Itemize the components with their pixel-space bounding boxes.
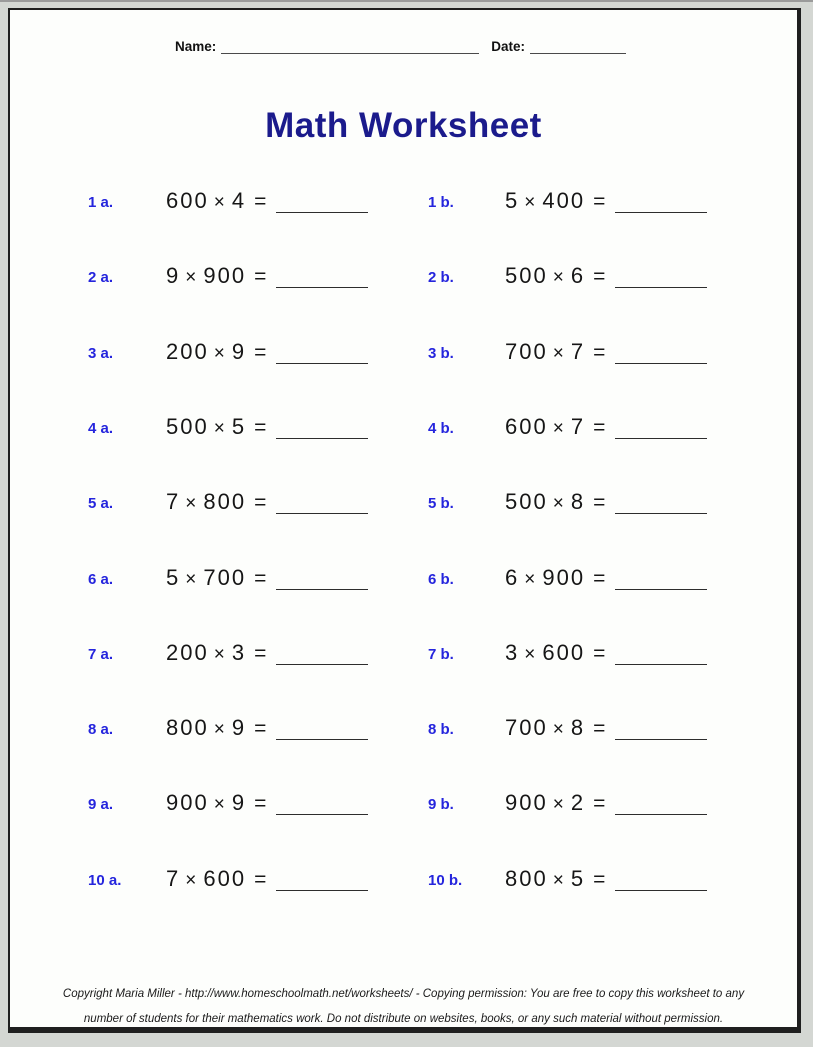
multiplication-sign: × [213, 192, 225, 213]
multiplication-sign: × [185, 869, 197, 891]
problem-label: 8 a. [88, 721, 114, 739]
equals-sign: = [254, 190, 267, 213]
answer-blank-line [276, 513, 368, 514]
problem-label: 4 a. [88, 419, 114, 437]
multiplier: 900 [203, 263, 247, 289]
multiplication-sign: × [185, 267, 197, 289]
problem-label: 6 b. [428, 570, 454, 588]
date-blank-line [530, 38, 626, 54]
multiplicand: 500 [505, 263, 548, 289]
multiplication-sign: × [552, 342, 564, 364]
multiplier: 8 [570, 489, 586, 515]
problem-row [10, 565, 797, 599]
equals-sign: = [254, 340, 267, 364]
multiplier: 7 [570, 338, 586, 364]
date-label: Date: [491, 39, 526, 54]
multiplication-sign: × [213, 342, 225, 364]
multiplier: 400 [542, 188, 586, 213]
problem-expression [166, 715, 368, 741]
problem-expression [505, 866, 707, 892]
problem-row [10, 715, 797, 749]
answer-blank-line [276, 363, 368, 364]
multiplication-sign: × [213, 794, 225, 816]
problem-expression [505, 263, 707, 289]
multiplication-sign: × [185, 568, 197, 590]
answer-blank-line [276, 890, 368, 891]
equals-sign: = [254, 566, 267, 590]
problem-label: 5 a. [88, 495, 114, 513]
multiplicand: 5 [166, 564, 181, 590]
answer-blank-line [615, 814, 707, 815]
multiplicand: 9 [166, 263, 181, 289]
multiplicand: 500 [505, 489, 548, 515]
multiplicand: 500 [166, 413, 209, 439]
multiplication-sign: × [552, 493, 564, 515]
equals-sign: = [254, 415, 267, 439]
equals-sign: = [593, 792, 606, 816]
multiplier: 8 [570, 715, 586, 741]
problem-label: 1 a. [88, 194, 114, 211]
multiplication-sign: × [552, 719, 564, 741]
problem-expression [166, 339, 368, 365]
equals-sign: = [254, 717, 267, 741]
multiplicand: 200 [166, 338, 209, 364]
multiplication-sign: × [552, 267, 564, 289]
multiplicand: 200 [166, 639, 209, 665]
problem-expression [166, 489, 368, 515]
answer-blank-line [615, 363, 707, 364]
multiplicand: 900 [505, 790, 548, 816]
copyright-notice: Copyright Maria Miller - http://www.homeschoolmath.net/worksheets/ - Copying permission: You are free to copy this worksheet to any number of students for their mathematics work. Do not distribute on websites, books, or any such material without permission. [62, 988, 745, 1025]
problem-label: 4 b. [428, 419, 454, 437]
multiplicand: 3 [505, 639, 520, 665]
problem-expression [505, 414, 707, 440]
problem-row [10, 414, 797, 448]
equals-sign: = [593, 340, 606, 364]
multiplication-sign: × [524, 643, 536, 665]
multiplicand: 800 [166, 715, 209, 741]
problem-expression [166, 790, 368, 816]
multiplicand: 700 [505, 715, 548, 741]
problem-label: 2 a. [88, 269, 114, 287]
multiplier: 9 [231, 715, 247, 741]
problem-label: 3 a. [88, 344, 114, 362]
multiplier: 5 [570, 865, 586, 891]
problem-expression [505, 339, 707, 365]
name-blank-line [221, 38, 479, 54]
multiplicand: 900 [166, 790, 209, 816]
multiplication-sign: × [213, 417, 225, 439]
multiplier: 7 [570, 413, 586, 439]
multiplier: 4 [231, 188, 247, 213]
answer-blank-line [276, 664, 368, 665]
problem-label: 9 b. [428, 796, 454, 814]
problem-row [10, 790, 797, 824]
multiplicand: 800 [505, 865, 548, 891]
equals-sign: = [254, 867, 267, 891]
multiplication-sign: × [552, 794, 564, 816]
multiplier: 600 [542, 639, 586, 665]
answer-blank-line [615, 664, 707, 665]
equals-sign: = [593, 265, 606, 289]
answer-blank-line [276, 739, 368, 740]
multiplier: 5 [231, 413, 247, 439]
problem-label: 9 a. [88, 796, 114, 814]
problem-row [10, 188, 797, 222]
answer-blank-line [615, 438, 707, 439]
multiplier: 6 [570, 263, 586, 289]
equals-sign: = [593, 491, 606, 515]
problem-label: 10 b. [428, 871, 463, 889]
multiplier: 9 [231, 790, 247, 816]
problem-expression [166, 263, 368, 289]
answer-blank-line [276, 589, 368, 590]
multiplier: 900 [542, 564, 586, 590]
multiplication-sign: × [185, 493, 197, 515]
answer-blank-line [615, 513, 707, 514]
answer-blank-line [615, 739, 707, 740]
problem-expression [505, 565, 707, 591]
answer-blank-line [615, 212, 707, 213]
multiplication-sign: × [552, 417, 564, 439]
equals-sign: = [254, 792, 267, 816]
multiplication-sign: × [213, 643, 225, 665]
problem-label: 8 b. [428, 721, 454, 739]
multiplication-sign: × [524, 192, 536, 213]
problem-label: 7 b. [428, 645, 454, 663]
name-label: Name: [175, 39, 217, 54]
problem-label: 7 a. [88, 645, 114, 663]
problem-row [10, 339, 797, 373]
worksheet-page [8, 8, 801, 1033]
page-title: Math Worksheet [265, 106, 542, 145]
problem-expression [166, 866, 368, 892]
multiplication-sign: × [213, 719, 225, 741]
problem-expression [505, 640, 707, 666]
problem-expression [166, 640, 368, 666]
problem-expression [505, 715, 707, 741]
problem-row [10, 263, 797, 297]
problem-label: 3 b. [428, 344, 454, 362]
equals-sign: = [593, 867, 606, 891]
multiplier: 600 [203, 865, 247, 891]
multiplicand: 6 [505, 564, 520, 590]
multiplicand: 7 [166, 489, 181, 515]
multiplication-sign: × [552, 869, 564, 891]
multiplicand: 600 [166, 188, 209, 213]
multiplier: 9 [231, 338, 247, 364]
problem-expression [166, 565, 368, 591]
problem-label: 2 b. [428, 269, 454, 287]
answer-blank-line [615, 890, 707, 891]
name-date-header [175, 38, 626, 54]
problem-label: 6 a. [88, 570, 114, 588]
problem-label: 10 a. [88, 871, 122, 889]
multiplicand: 600 [505, 413, 548, 439]
equals-sign: = [593, 566, 606, 590]
problem-expression [505, 489, 707, 515]
multiplier: 2 [570, 790, 586, 816]
problem-expression [166, 414, 368, 440]
answer-blank-line [276, 212, 368, 213]
answer-blank-line [276, 438, 368, 439]
problem-label: 5 b. [428, 495, 454, 513]
answer-blank-line [276, 287, 368, 288]
problem-expression [505, 790, 707, 816]
problem-expression [166, 188, 368, 214]
equals-sign: = [254, 491, 267, 515]
multiplicand: 7 [166, 865, 181, 891]
equals-sign: = [593, 717, 606, 741]
problem-expression [505, 188, 707, 214]
problem-row [10, 640, 797, 674]
multiplier: 3 [231, 639, 247, 665]
answer-blank-line [615, 287, 707, 288]
answer-blank-line [276, 814, 368, 815]
equals-sign: = [254, 641, 267, 665]
equals-sign: = [254, 265, 267, 289]
equals-sign: = [593, 190, 606, 213]
multiplicand: 5 [505, 188, 520, 213]
problem-row [10, 866, 797, 900]
multiplier: 700 [203, 564, 247, 590]
multiplier: 800 [203, 489, 247, 515]
problem-row [10, 489, 797, 523]
multiplication-sign: × [524, 568, 536, 590]
answer-blank-line [615, 589, 707, 590]
problem-label: 1 b. [428, 194, 454, 211]
multiplicand: 700 [505, 338, 548, 364]
equals-sign: = [593, 415, 606, 439]
equals-sign: = [593, 641, 606, 665]
